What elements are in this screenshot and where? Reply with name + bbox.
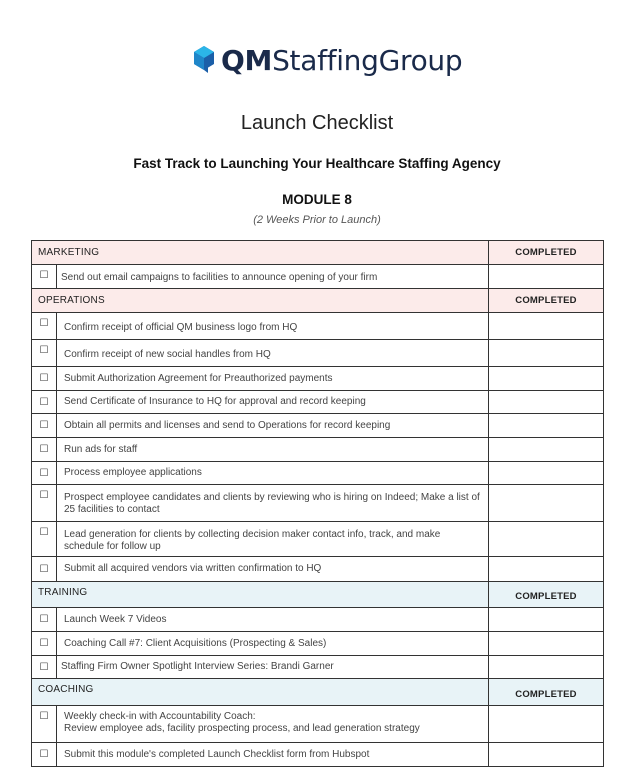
brand-logo bbox=[193, 41, 462, 79]
brand-prefix: QM bbox=[221, 43, 273, 77]
completed-cell[interactable] bbox=[489, 414, 603, 437]
checkbox[interactable]: ☐ bbox=[32, 557, 57, 581]
completed-cell[interactable] bbox=[489, 438, 603, 461]
task-row bbox=[31, 522, 604, 557]
task-text: Submit Authorization Agreement for Preauthorized payments bbox=[64, 372, 333, 384]
brand-name bbox=[221, 44, 462, 77]
checkbox[interactable]: ☐ bbox=[32, 706, 57, 742]
checkbox[interactable]: ☐ bbox=[32, 632, 57, 655]
section-title: MARKETING bbox=[32, 241, 489, 264]
section-header-marketing bbox=[31, 241, 604, 265]
section-title: COACHING bbox=[32, 679, 489, 705]
task-row bbox=[31, 265, 604, 289]
task-row bbox=[31, 485, 604, 522]
checkbox[interactable]: ☐ bbox=[32, 265, 57, 288]
brand-suffix: StaffingGroup bbox=[272, 43, 463, 77]
completed-cell[interactable] bbox=[489, 743, 603, 766]
task-row bbox=[31, 656, 604, 679]
task-row bbox=[31, 391, 604, 414]
task-text: Submit all acquired vendors via written confirmation to HQ bbox=[64, 563, 322, 574]
completed-cell[interactable] bbox=[489, 557, 603, 581]
module-timing: (2 Weeks Prior to Launch) bbox=[253, 214, 381, 226]
task-text-line: Weekly check-in with Accountability Coach: bbox=[64, 711, 256, 722]
task-text: Run ads for staff bbox=[64, 443, 138, 455]
checkbox[interactable]: ☐ bbox=[32, 743, 57, 766]
checkbox[interactable]: ☐ bbox=[32, 438, 57, 461]
completed-cell[interactable] bbox=[489, 340, 603, 366]
completed-cell[interactable] bbox=[489, 632, 603, 655]
page-subtitle: Fast Track to Launching Your Healthcare Staffing Agency bbox=[133, 156, 501, 171]
cube-logo-icon bbox=[193, 45, 215, 75]
section-title: OPERATIONS bbox=[32, 289, 489, 312]
task-row bbox=[31, 706, 604, 743]
section-header-operations bbox=[31, 289, 604, 313]
checkbox[interactable]: ☐ bbox=[32, 522, 57, 556]
section-header-coaching bbox=[31, 679, 604, 706]
task-row bbox=[31, 340, 604, 367]
task-text: Submit this module's completed Launch Checklist form from Hubspot bbox=[64, 748, 370, 760]
completed-header: COMPLETED bbox=[515, 247, 577, 258]
task-row bbox=[31, 313, 604, 340]
task-row bbox=[31, 438, 604, 462]
task-row bbox=[31, 414, 604, 438]
completed-cell[interactable] bbox=[489, 313, 603, 339]
task-text: Confirm receipt of new social handles from HQ bbox=[64, 349, 271, 360]
checkbox[interactable]: ☐ bbox=[32, 485, 57, 521]
checkbox[interactable]: ☐ bbox=[32, 313, 57, 339]
section-header-training bbox=[31, 582, 604, 608]
task-text: Obtain all permits and licenses and send to Operations for record keeping bbox=[64, 419, 391, 431]
task-text: Coaching Call #7: Client Acquisitions (Prospecting & Sales) bbox=[64, 637, 327, 649]
page-title: Launch Checklist bbox=[240, 112, 394, 134]
task-text: Send out email campaigns to facilities to announce opening of your firm bbox=[61, 272, 378, 283]
task-row bbox=[31, 367, 604, 391]
completed-header: COMPLETED bbox=[515, 591, 577, 602]
checkbox[interactable]: ☐ bbox=[32, 656, 57, 678]
task-text: Process employee applications bbox=[64, 467, 202, 478]
completed-cell[interactable] bbox=[489, 462, 603, 484]
completed-header: COMPLETED bbox=[515, 689, 577, 700]
completed-cell[interactable] bbox=[489, 485, 603, 521]
completed-cell[interactable] bbox=[489, 522, 603, 556]
task-text: Prospect employee candidates and clients by reviewing who is hiring on Indeed; Make a list of 25 facilities to contact bbox=[64, 492, 480, 515]
checkbox[interactable]: ☐ bbox=[32, 340, 57, 366]
checklist-table bbox=[31, 240, 604, 767]
completed-cell[interactable] bbox=[489, 391, 603, 413]
task-text-line: Review employee ads, facility prospecting process, and lead generation strategy bbox=[64, 723, 420, 734]
task-text: Lead generation for clients by collecting decision maker contact info, track, and make schedule for follow up bbox=[64, 529, 441, 552]
completed-cell[interactable] bbox=[489, 367, 603, 390]
checkbox[interactable]: ☐ bbox=[32, 391, 57, 413]
completed-cell[interactable] bbox=[489, 608, 603, 631]
task-text: Confirm receipt of official QM business logo from HQ bbox=[64, 322, 298, 333]
section-title: TRAINING bbox=[32, 582, 489, 607]
checkbox[interactable]: ☐ bbox=[32, 367, 57, 390]
task-row bbox=[31, 462, 604, 485]
task-text bbox=[57, 706, 488, 742]
task-text: Staffing Firm Owner Spotlight Interview Series: Brandi Garner bbox=[61, 661, 334, 672]
completed-cell[interactable] bbox=[489, 656, 603, 678]
task-row bbox=[31, 632, 604, 656]
checkbox[interactable]: ☐ bbox=[32, 462, 57, 484]
module-heading: MODULE 8 bbox=[282, 192, 352, 207]
task-text: Launch Week 7 Videos bbox=[64, 613, 167, 625]
checkbox[interactable]: ☐ bbox=[32, 608, 57, 631]
task-text: Send Certificate of Insurance to HQ for approval and record keeping bbox=[64, 396, 366, 407]
task-row bbox=[31, 608, 604, 632]
completed-cell[interactable] bbox=[489, 706, 603, 742]
completed-cell[interactable] bbox=[489, 265, 603, 288]
completed-header: COMPLETED bbox=[515, 295, 577, 306]
checkbox[interactable]: ☐ bbox=[32, 414, 57, 437]
task-row bbox=[31, 557, 604, 582]
task-row bbox=[31, 743, 604, 767]
